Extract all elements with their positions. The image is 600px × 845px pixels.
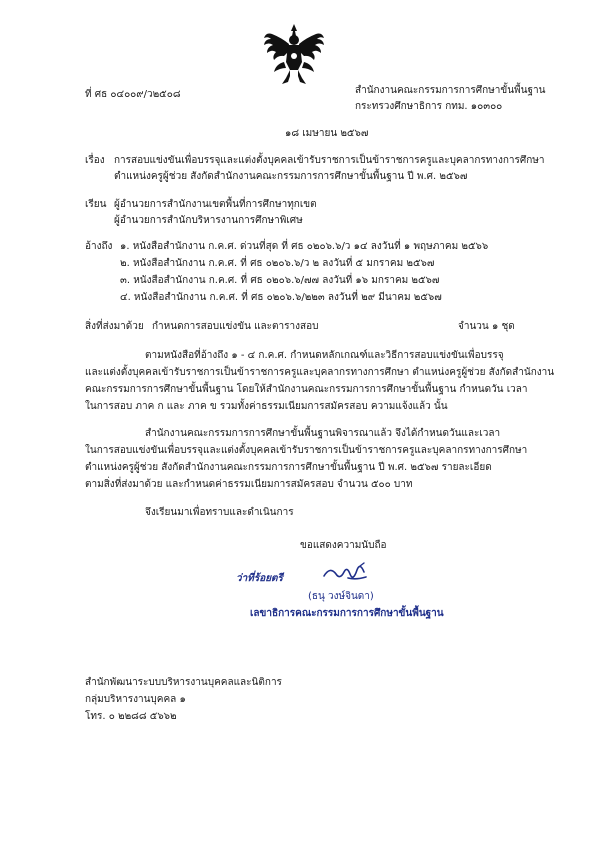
paragraph-1-line: ตามหนังสือที่อ้างถึง ๑ - ๔ ก.ค.ศ. กำหนดหลักเกณฑ์และวิธีการสอบแข่งขันเพื่อบรรจุ xyxy=(145,350,504,361)
issuing-ministry: กระทรวงศึกษาธิการ กทม. ๑๐๓๐๐ xyxy=(355,101,503,112)
closing-regards: ขอแสดงความนับถือ xyxy=(300,540,387,551)
signatory-rank: ว่าที่ร้อยตรี xyxy=(236,573,283,584)
subject-line-2: ตำแหน่งครูผู้ช่วย สังกัดสำนักงานคณะกรรมการการศึกษาขั้นพื้นฐาน ปี พ.ศ. ๒๕๖๗ xyxy=(114,171,468,182)
paragraph-1-line: คณะกรรมการการศึกษาขั้นพื้นฐาน โดยให้สำนักงานคณะกรรมการการศึกษาขั้นพื้นฐาน กำหนดวัน เวลา xyxy=(85,384,528,395)
issuing-office: สำนักงานคณะกรรมการการศึกษาขั้นพื้นฐาน xyxy=(355,85,546,96)
signatory-position: เลขาธิการคณะกรรมการการศึกษาขั้นพื้นฐาน xyxy=(250,608,444,619)
enclosure-count: จำนวน ๑ ชุด xyxy=(458,321,515,332)
garuda-emblem-icon xyxy=(262,22,326,88)
paragraph-2-line: ในการสอบแข่งขันเพื่อบรรจุและแต่งตั้งบุคคลเข้ารับราชการเป็นข้าราชการครูและบุคลากรทางการศึกษา xyxy=(85,445,528,456)
footer-group: กลุ่มบริหารงานบุคคล ๑ xyxy=(85,694,186,705)
letter-date: ๑๘ เมษายน ๒๕๖๗ xyxy=(285,128,369,139)
recipient-line-2: ผู้อำนวยการสำนักบริหารงานการศึกษาพิเศษ xyxy=(114,215,303,226)
recipient-label: เรียน xyxy=(85,199,107,210)
paragraph-1-line: ในการสอบ ภาค ก และ ภาค ข รวมทั้งค่าธรรมเนียมการสมัครสอบ ความแจ้งแล้ว นั้น xyxy=(85,401,448,412)
reference-item: ๒. หนังสือสำนักงาน ก.ค.ศ. ที่ ศธ ๐๒๐๖.๖/ว ๒ ลงวันที่ ๕ มกราคม ๒๕๖๗ xyxy=(120,258,435,269)
signatory-name: (ธนุ วงษ์จินดา) xyxy=(308,591,374,602)
paragraph-1-line: และแต่งตั้งบุคคลเข้ารับราชการเป็นข้าราชการครูและบุคลากรทางการศึกษา ตำแหน่งครูผู้ช่วย สังกัดสำนักงาน xyxy=(85,367,555,378)
enclosure-label: สิ่งที่ส่งมาด้วย xyxy=(85,321,144,332)
paragraph-2-line: ตามสิ่งที่ส่งมาด้วย และกำหนดค่าธรรมเนียมการสมัครสอบ จำนวน ๕๐๐ บาท xyxy=(85,479,413,490)
enclosure-text: กำหนดการสอบแข่งขัน และตารางสอบ xyxy=(152,321,319,332)
footer-office: สำนักพัฒนาระบบบริหารงานบุคคลและนิติการ xyxy=(85,677,282,688)
paragraph-2-line: สำนักงานคณะกรรมการการศึกษาขั้นพื้นฐานพิจารณาแล้ว จึงได้กำหนดวันและเวลา xyxy=(145,428,501,439)
reference-item: ๔. หนังสือสำนักงาน ก.ค.ศ. ที่ ศธ ๐๒๐๖.๖/๒๒๓ ลงวันที่ ๒๙ มีนาคม ๒๕๖๗ xyxy=(120,292,442,303)
references-label: อ้างถึง xyxy=(85,241,113,252)
subject-label: เรื่อง xyxy=(85,155,105,166)
paragraph-2-line: ตำแหน่งครูผู้ช่วย สังกัดสำนักงานคณะกรรมการการศึกษาขั้นพื้นฐาน ปี พ.ศ. ๒๕๖๗ รายละเอียด xyxy=(85,462,492,473)
reference-item: ๑. หนังสือสำนักงาน ก.ค.ศ. ด่วนที่สุด ที่ ศธ ๐๒๐๖.๖/ว ๑๔ ลงวันที่ ๑ พฤษภาคม ๒๕๖๖ xyxy=(120,241,489,252)
reference-number: ที่ ศธ ๐๔๐๐๙/ว๒๕๐๘ xyxy=(85,89,181,100)
paragraph-3: จึงเรียนมาเพื่อทราบและดำเนินการ xyxy=(145,507,294,518)
footer-phone: โทร. ๐ ๒๒๘๘ ๕๖๖๒ xyxy=(85,711,177,722)
subject-line-1: การสอบแข่งขันเพื่อบรรจุและแต่งตั้งบุคคลเข้ารับราชการเป็นข้าราชการครูและบุคลากรทางการศึกษา xyxy=(114,155,545,166)
recipient-line-1: ผู้อำนวยการสำนักงานเขตพื้นที่การศึกษาทุกเขต xyxy=(114,199,317,210)
reference-item: ๓. หนังสือสำนักงาน ก.ค.ศ. ที่ ศธ ๐๒๐๖.๖/๗๗ ลงวันที่ ๑๖ มกราคม ๒๕๖๗ xyxy=(120,275,440,286)
handwritten-signature xyxy=(320,560,370,586)
